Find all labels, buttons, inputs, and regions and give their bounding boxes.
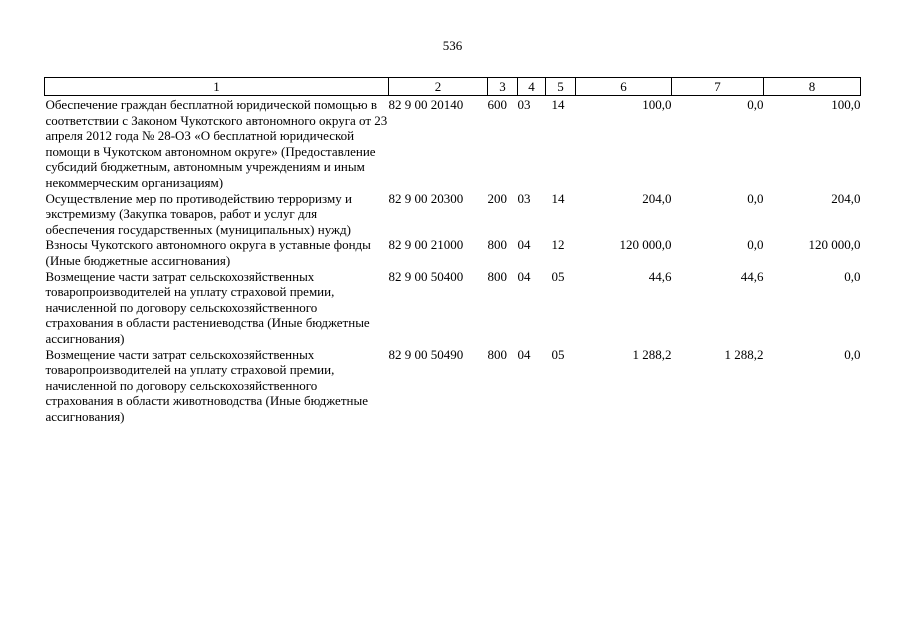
header-col-6: 6 (576, 78, 672, 96)
row-amount-col7: 1 288,2 (724, 346, 764, 362)
table-row (45, 347, 861, 425)
header-col-4: 4 (518, 78, 546, 96)
header-col-7: 7 (672, 78, 764, 96)
row-amount-col8: 0,0 (844, 268, 861, 284)
row-amount-col8: 0,0 (844, 346, 861, 362)
row-subsection: 12 (551, 237, 565, 253)
row-amount-col8: 100,0 (831, 97, 861, 112)
table-row (45, 269, 861, 347)
row-expense-type: 800 (487, 346, 507, 362)
row-target-code: 82 9 00 21000 (388, 237, 464, 253)
row-section: 03 (517, 97, 531, 112)
row-amount-col6: 120 000,0 (619, 237, 672, 253)
table-header-row (45, 78, 861, 96)
row-name: Осуществление мер по противодействию терроризму и экстремизму (Закупка товаров, работ и услуг для обеспечения государственных (муниципальных) нужд) (45, 190, 352, 237)
row-name: Возмещение части затрат сельскохозяйственных товаропроизводителей на уплату страховой премии, начисленной по договору сельскохозяйственного страхования в области растениеводства (Иные бюджетные ассигнования) (45, 268, 370, 346)
row-target-code: 82 9 00 20300 (388, 190, 464, 206)
row-amount-col6: 1 288,2 (632, 346, 672, 362)
row-expense-type: 800 (487, 237, 507, 253)
table-row (45, 191, 861, 238)
row-target-code: 82 9 00 50490 (388, 346, 464, 362)
table-row (45, 237, 861, 268)
row-amount-col6: 204,0 (642, 190, 672, 206)
budget-table (44, 77, 861, 424)
header-col-5: 5 (546, 78, 576, 96)
row-section: 03 (517, 190, 531, 206)
row-name: Возмещение части затрат сельскохозяйственных товаропроизводителей на уплату страховой премии, начисленной по договору сельскохозяйственного страхования в области животноводства (Иные бюджетные ассигнования) (45, 346, 368, 424)
row-amount-col7: 0,0 (747, 190, 764, 206)
row-amount-col6: 100,0 (642, 97, 672, 112)
page-number: 536 (442, 38, 463, 53)
header-col-8: 8 (764, 78, 861, 96)
row-subsection: 05 (551, 268, 565, 284)
row-amount-col7: 0,0 (747, 97, 764, 112)
row-expense-type: 200 (487, 190, 507, 206)
row-subsection: 14 (551, 97, 565, 112)
row-name: Взносы Чукотского автономного округа в уставные фонды (Иные бюджетные ассигнования) (45, 237, 371, 268)
row-subsection: 14 (551, 190, 565, 206)
row-amount-col7: 44,6 (740, 268, 764, 284)
row-expense-type: 600 (487, 97, 507, 112)
row-amount-col8: 204,0 (831, 190, 861, 206)
table-row (45, 96, 861, 191)
row-name: Обеспечение граждан бесплатной юридической помощью в соответствии с Законом Чукотского автономного округа от 23 апреля 2012 года № 28-ОЗ «О бесплатной юридической помощи в Чукотском автономном округе» (Предоставление субсидий бюджетным, автономным учреждениям и иным некоммерческим организациям) (45, 97, 388, 190)
row-subsection: 05 (551, 346, 565, 362)
header-col-2: 2 (389, 78, 488, 96)
row-section: 04 (517, 346, 531, 362)
row-amount-col8: 120 000,0 (808, 237, 861, 253)
row-section: 04 (517, 237, 531, 253)
row-target-code: 82 9 00 50400 (388, 268, 464, 284)
header-col-1: 1 (45, 78, 389, 96)
row-target-code: 82 9 00 20140 (388, 97, 464, 112)
row-section: 04 (517, 268, 531, 284)
header-col-3: 3 (488, 78, 518, 96)
row-amount-col7: 0,0 (747, 237, 764, 253)
row-amount-col6: 44,6 (648, 268, 672, 284)
row-expense-type: 800 (487, 268, 507, 284)
